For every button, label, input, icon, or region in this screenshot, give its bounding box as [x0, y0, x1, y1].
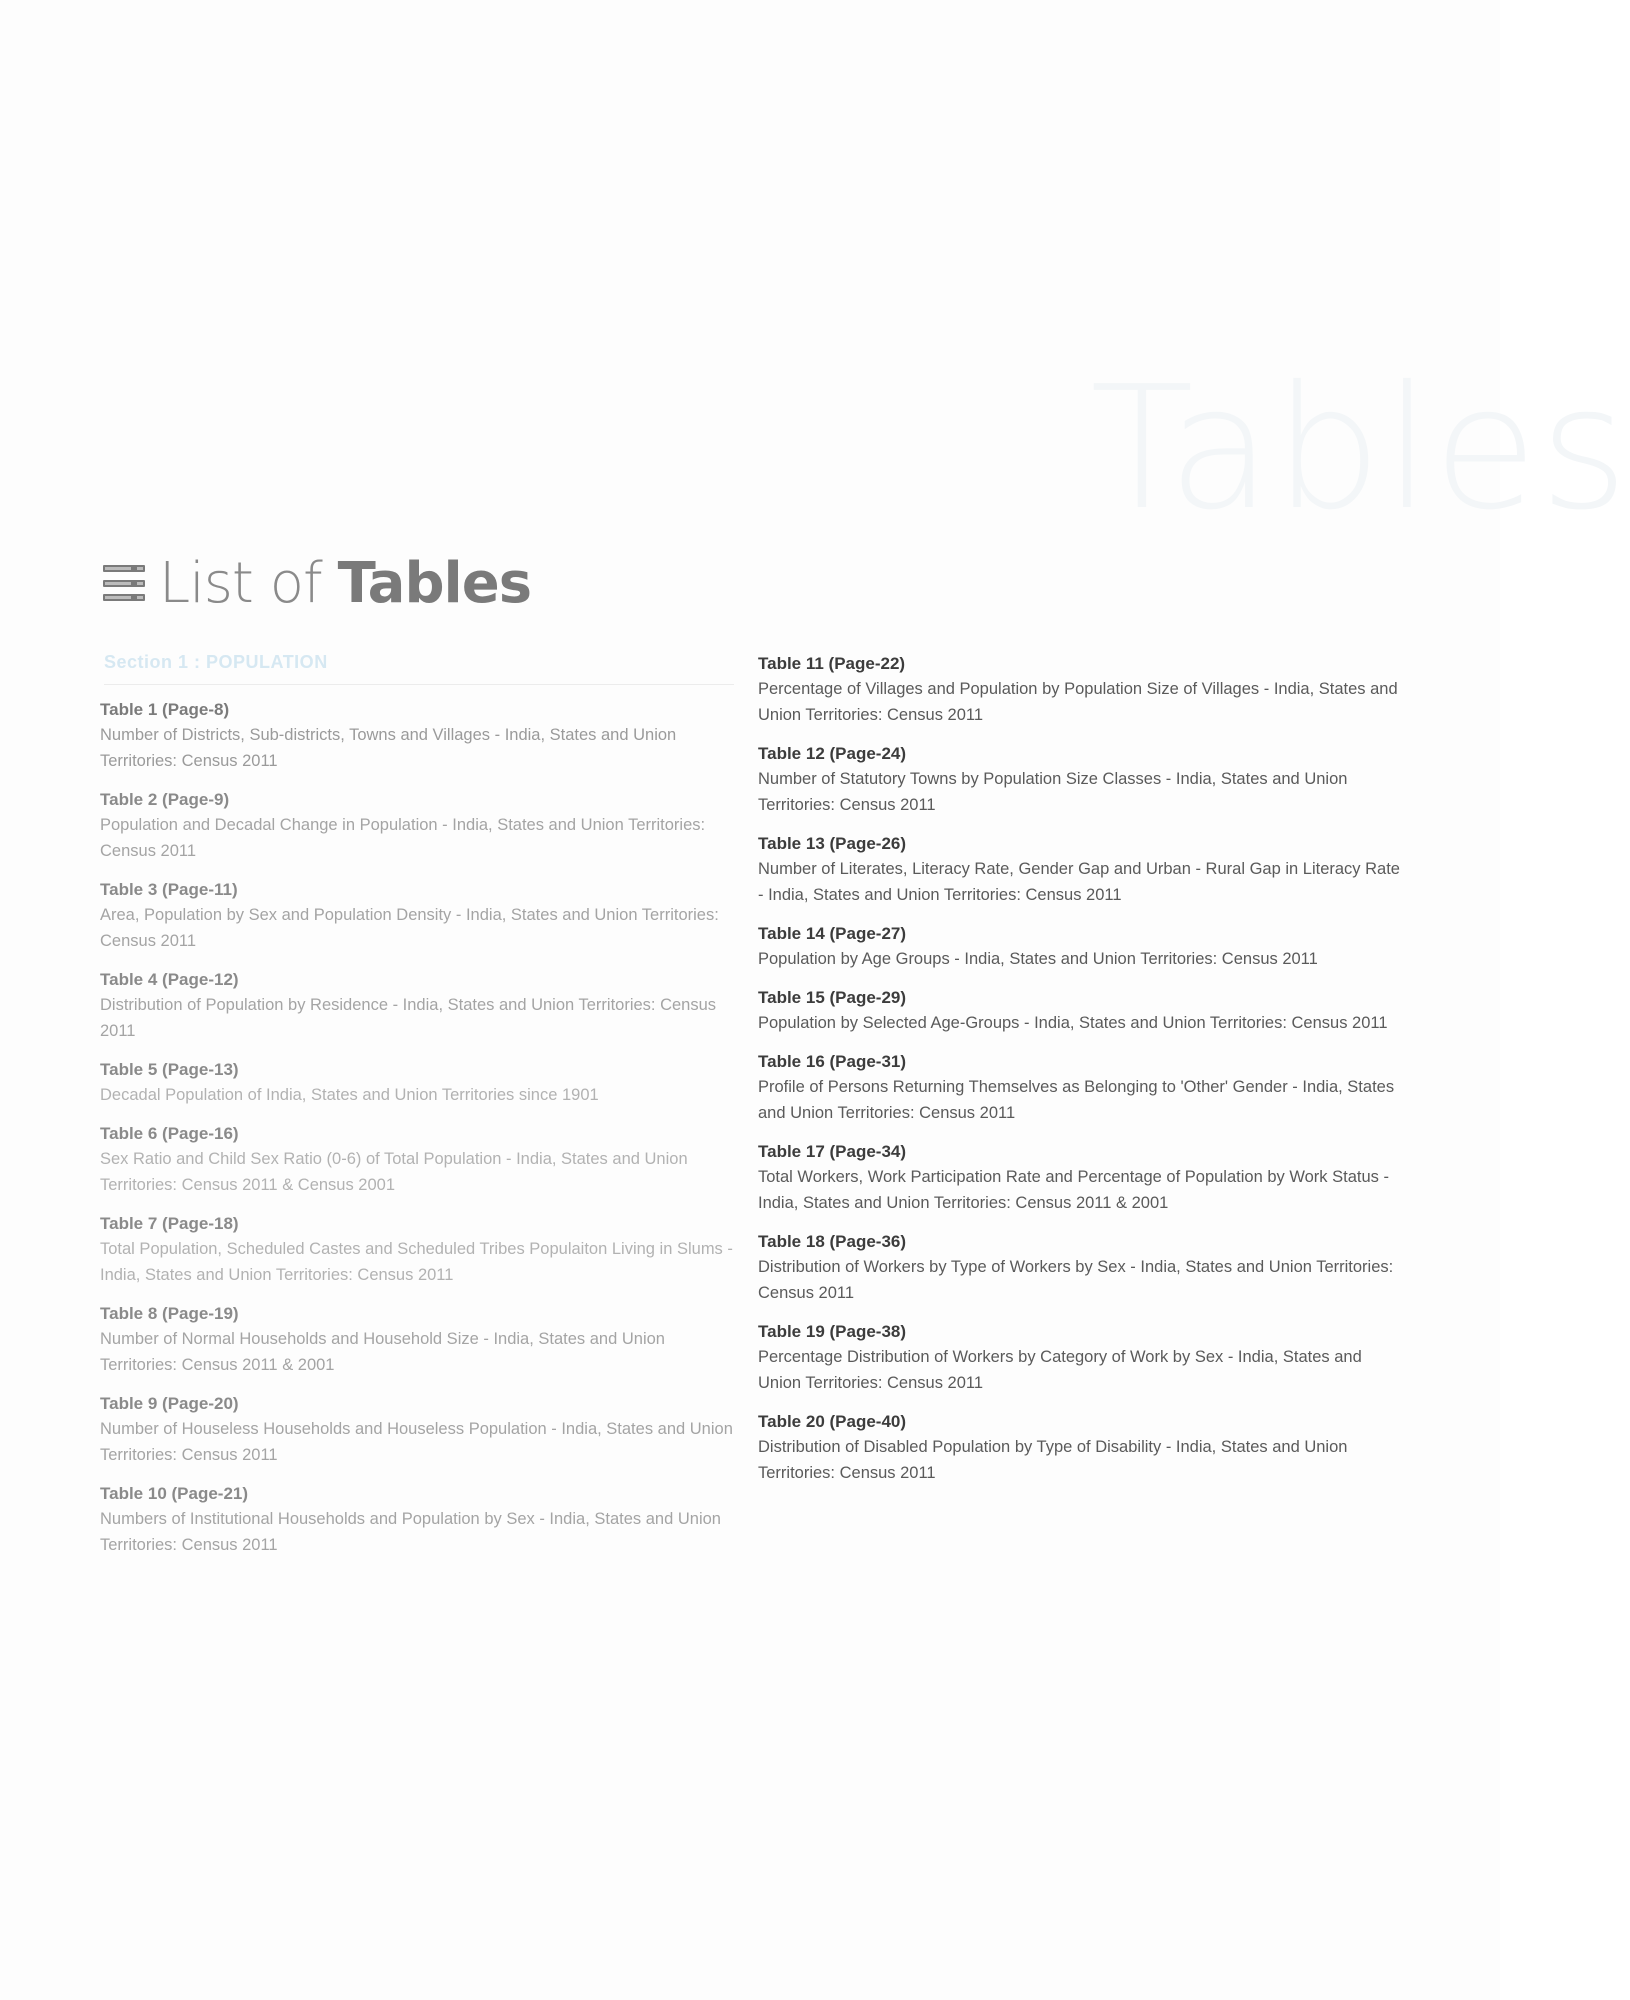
list-item — [100, 1482, 740, 1558]
left-column — [100, 698, 740, 1572]
table-description: Population and Decadal Change in Population - India, States and Union Territories: Census 2011 — [100, 816, 706, 860]
table-title: Table 13 (Page-26) — [758, 834, 907, 853]
table-description: Number of Statutory Towns by Population Size Classes - India, States and Union Territories: Census 2011 — [758, 770, 1348, 814]
table-description: Population by Selected Age-Groups - India, States and Union Territories: Census 2011 — [758, 1014, 1388, 1032]
list-item — [758, 986, 1408, 1036]
list-item — [758, 922, 1408, 972]
table-description: Total Population, Scheduled Castes and Scheduled Tribes Populaiton Living in Slums - India, States and Union Territories: Census 2011 — [100, 1240, 733, 1284]
table-title: Table 10 (Page-21) — [100, 1484, 249, 1503]
table-title: Table 5 (Page-13) — [100, 1060, 239, 1079]
list-item — [100, 1392, 740, 1468]
table-title: Table 16 (Page-31) — [758, 1052, 907, 1071]
watermark-text: Tables — [1090, 350, 1630, 548]
table-description: Distribution of Population by Residence - India, States and Union Territories: Census 2011 — [100, 996, 717, 1040]
table-title: Table 18 (Page-36) — [758, 1232, 907, 1251]
section-divider — [104, 684, 734, 685]
list-item — [758, 832, 1408, 908]
section-title: Section 1 : POPULATION — [104, 652, 328, 672]
table-description: Numbers of Institutional Households and Population by Sex - India, States and Union Territories: Census 2011 — [100, 1510, 721, 1554]
table-description: Sex Ratio and Child Sex Ratio (0-6) of Total Population - India, States and Union Territories: Census 2011 & Census 2001 — [100, 1150, 688, 1194]
table-description: Area, Population by Sex and Population Density - India, States and Union Territories: Census 2011 — [100, 906, 719, 950]
table-description: Number of Literates, Literacy Rate, Gender Gap and Urban - Rural Gap in Literacy Rate - India, States and Union Territories: Census 2011 — [758, 860, 1400, 904]
table-description: Decadal Population of India, States and Union Territories since 1901 — [100, 1086, 599, 1104]
list-item — [100, 1122, 740, 1198]
list-item — [758, 1050, 1408, 1126]
list-item — [758, 742, 1408, 818]
table-description: Population by Age Groups - India, States and Union Territories: Census 2011 — [758, 950, 1318, 968]
table-description: Number of Districts, Sub-districts, Towns and Villages - India, States and Union Territories: Census 2011 — [100, 726, 677, 770]
table-title: Table 12 (Page-24) — [758, 744, 907, 763]
table-title: Table 15 (Page-29) — [758, 988, 907, 1007]
list-item — [100, 968, 740, 1044]
page-heading — [103, 548, 531, 618]
table-title: Table 4 (Page-12) — [100, 970, 239, 989]
table-description: Distribution of Disabled Population by Type of Disability - India, States and Union Territories: Census 2011 — [758, 1438, 1348, 1482]
list-item — [758, 1140, 1408, 1216]
table-title: Table 7 (Page-18) — [100, 1214, 239, 1233]
table-description: Profile of Persons Returning Themselves as Belonging to 'Other' Gender - India, States and Union Territories: Census 2011 — [758, 1078, 1395, 1122]
table-title: Table 11 (Page-22) — [758, 654, 906, 673]
table-title: Table 17 (Page-34) — [758, 1142, 907, 1161]
list-item — [100, 1302, 740, 1378]
list-item — [100, 1212, 740, 1288]
table-description: Distribution of Workers by Type of Workers by Sex - India, States and Union Territories: Census 2011 — [758, 1258, 1394, 1302]
table-description: Total Workers, Work Participation Rate and Percentage of Population by Work Status - India, States and Union Territories: Census 2011 & 2001 — [758, 1168, 1389, 1212]
table-title: Table 14 (Page-27) — [758, 924, 907, 943]
table-title: Table 6 (Page-16) — [100, 1124, 239, 1143]
table-description: Percentage of Villages and Population by Population Size of Villages - India, States and Union Territories: Census 2011 — [758, 680, 1398, 724]
table-title: Table 3 (Page-11) — [100, 880, 238, 899]
table-description: Number of Houseless Households and Houseless Population - India, States and Union Territories: Census 2011 — [100, 1420, 733, 1464]
list-item — [100, 878, 740, 954]
table-title: Table 19 (Page-38) — [758, 1322, 907, 1341]
table-title: Table 9 (Page-20) — [100, 1394, 239, 1413]
heading-light-text: List of — [159, 550, 322, 616]
list-item — [758, 1230, 1408, 1306]
right-column — [758, 652, 1408, 1500]
table-title: Table 8 (Page-19) — [100, 1304, 239, 1323]
list-item — [758, 1320, 1408, 1396]
list-icon — [103, 565, 145, 601]
list-item — [100, 1058, 740, 1108]
heading-bold-text: Tables — [337, 550, 532, 616]
table-title: Table 1 (Page-8) — [100, 700, 230, 719]
table-description: Percentage Distribution of Workers by Category of Work by Sex - India, States and Union Territories: Census 2011 — [758, 1348, 1362, 1392]
table-title: Table 2 (Page-9) — [100, 790, 230, 809]
list-item — [758, 1410, 1408, 1486]
list-item — [100, 698, 740, 774]
table-title: Table 20 (Page-40) — [758, 1412, 907, 1431]
list-item — [758, 652, 1408, 728]
list-item — [100, 788, 740, 864]
table-description: Number of Normal Households and Household Size - India, States and Union Territories: Census 2011 & 2001 — [100, 1330, 665, 1374]
